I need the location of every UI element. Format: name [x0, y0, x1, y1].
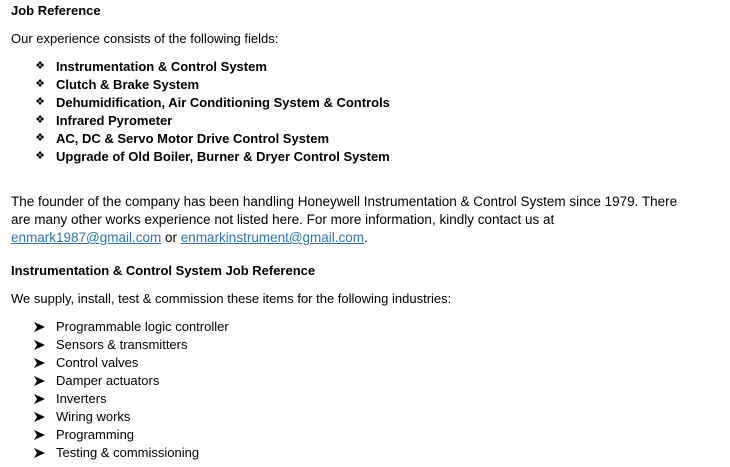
email-link-enmarkinstrument[interactable]: enmarkinstrument@gmail.com: [180, 230, 365, 245]
industries-intro: We supply, install, test & commission these items for the following industries:: [11, 291, 452, 306]
diamond-bullet-icon: ❖: [35, 150, 45, 162]
list-item: ❖ Infrared Pyrometer: [33, 112, 390, 130]
list-item: Inverters: [33, 390, 229, 408]
list-item: ❖ Upgrade of Old Boiler, Burner & Dryer Control System: [33, 148, 390, 166]
founder-line-3: enmark1987@gmail.com or enmarkinstrument@gmail.com.: [11, 230, 368, 245]
diamond-bullet-icon: ❖: [35, 60, 45, 72]
email-link-enmark1987[interactable]: enmark1987@gmail.com: [11, 230, 162, 245]
list-item: ❖ Dehumidification, Air Conditioning System & Controls: [33, 94, 390, 112]
diamond-bullet-icon: ❖: [35, 132, 45, 144]
list-item: Programmable logic controller: [33, 318, 229, 336]
founder-line-1: The founder of the company has been handling Honeywell Instrumentation & Control System since 1979. There: [11, 194, 678, 209]
list-item: ❖ Clutch & Brake System: [33, 76, 390, 94]
list-item: Testing & commissioning: [33, 444, 229, 462]
diamond-bullet-icon: ❖: [35, 78, 45, 90]
list-item: Wiring works: [33, 408, 229, 426]
ic-job-reference-heading: Instrumentation & Control System Job Reference: [11, 263, 316, 278]
diamond-bullet-icon: ❖: [35, 114, 45, 126]
job-reference-heading: Job Reference: [11, 3, 101, 18]
list-item: ❖ Instrumentation & Control System: [33, 58, 390, 76]
experience-intro: Our experience consists of the following fields:: [11, 31, 279, 46]
list-item: Sensors & transmitters: [33, 336, 229, 354]
list-item: Damper actuators: [33, 372, 229, 390]
founder-line-2: are many other works experience not listed here. For more information, kindly contact us at: [11, 212, 555, 227]
list-item: Programming: [33, 426, 229, 444]
diamond-bullet-icon: ❖: [35, 96, 45, 108]
experience-fields-list: [33, 58, 390, 166]
list-item: ❖ AC, DC & Servo Motor Drive Control System: [33, 130, 390, 148]
list-item: Control valves: [33, 354, 229, 372]
supply-items-list: [33, 318, 229, 462]
founder-paragraph: [11, 193, 723, 247]
